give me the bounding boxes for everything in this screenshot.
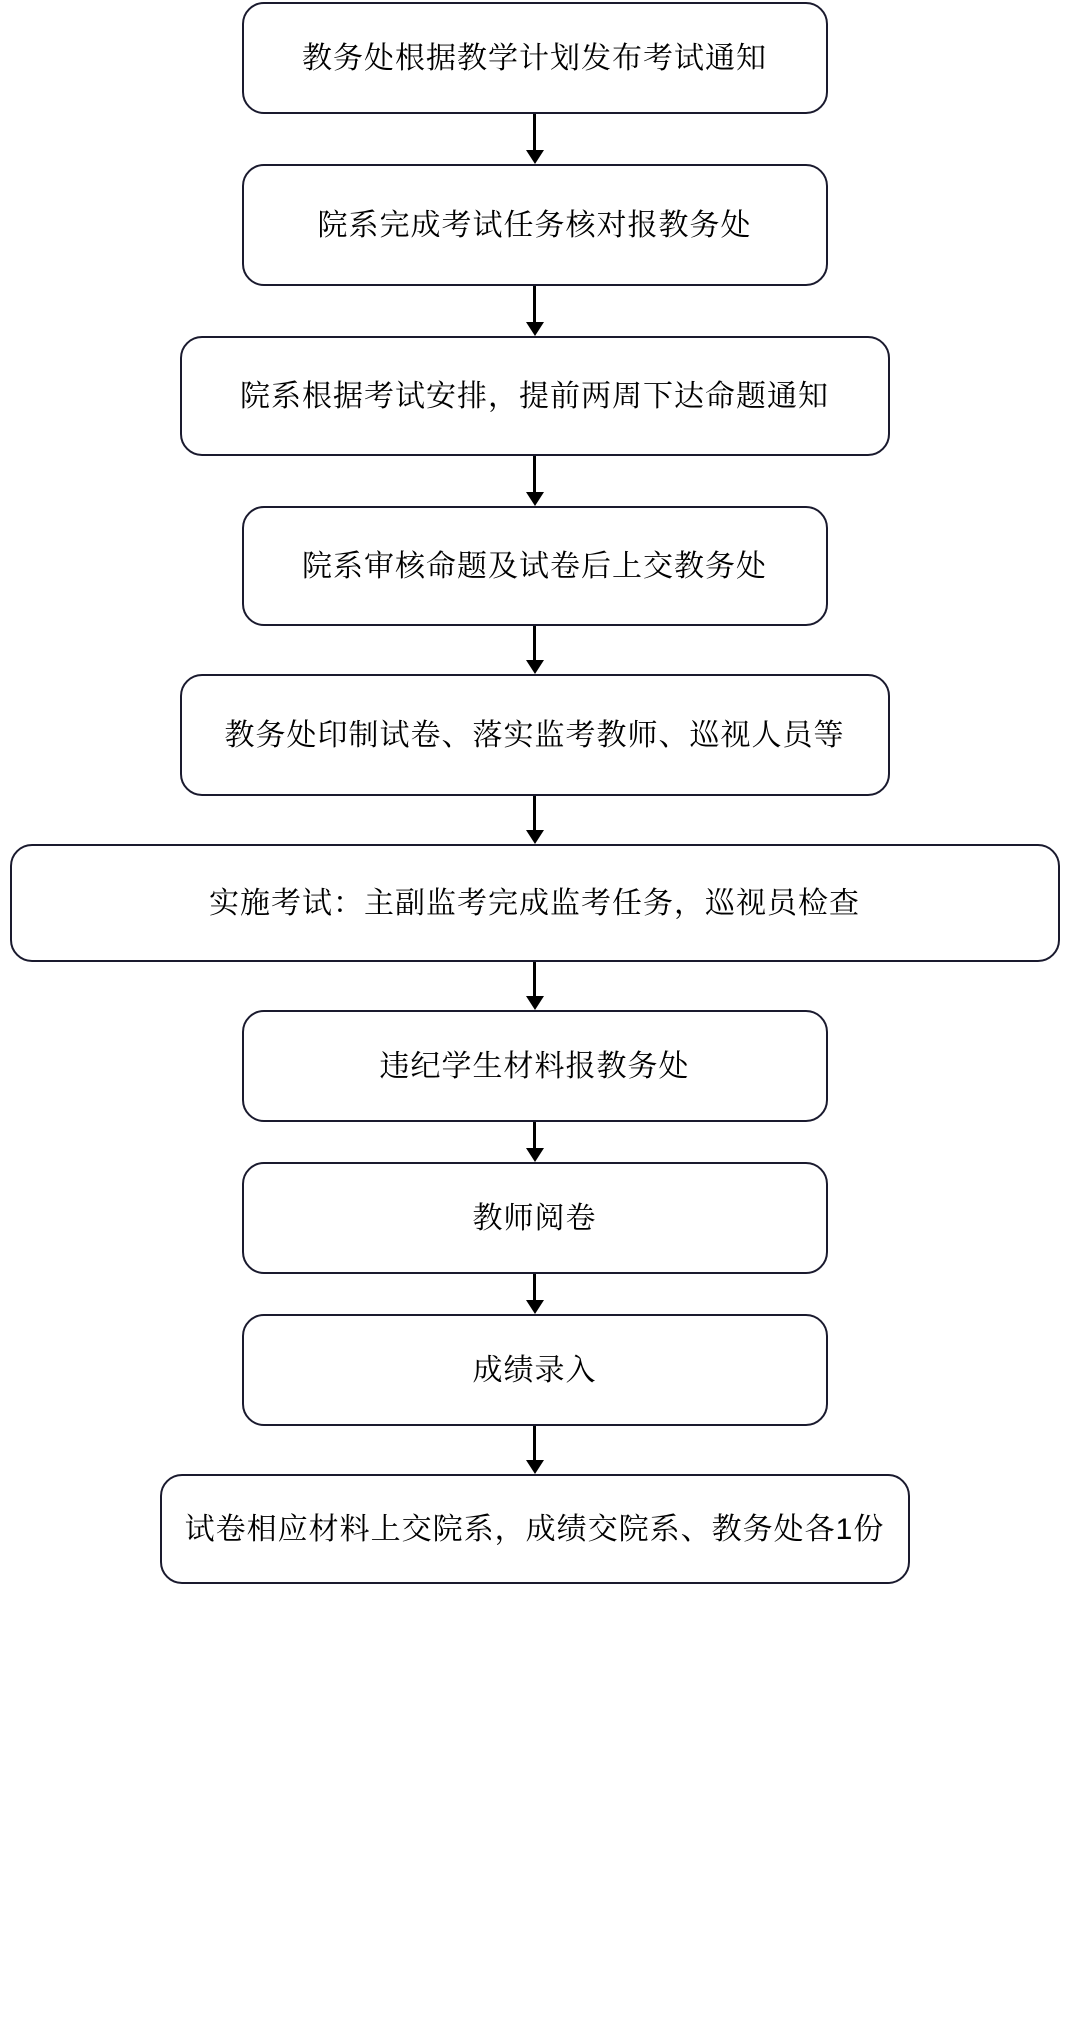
- flow-node-3: [180, 336, 890, 456]
- flow-node-label: 违纪学生材料报教务处: [379, 1049, 690, 1083]
- arrow-head-icon: [526, 322, 544, 336]
- arrow-head-icon: [526, 1300, 544, 1314]
- flow-node-label: 教师阅卷: [472, 1201, 597, 1235]
- arrow-head-icon: [526, 660, 544, 674]
- flow-arrow-7-8: [522, 1122, 548, 1162]
- flow-node-8: [242, 1162, 828, 1274]
- arrow-head-icon: [526, 1148, 544, 1162]
- flow-node-10: [160, 1474, 910, 1584]
- arrow-head-icon: [526, 996, 544, 1010]
- flow-node-6: [10, 844, 1060, 962]
- flow-node-9: [242, 1314, 828, 1426]
- arrow-shaft: [533, 1274, 536, 1301]
- flow-node-label: 院系完成考试任务核对报教务处: [317, 208, 752, 242]
- flow-node-label: 院系根据考试安排，提前两周下达命题通知: [240, 379, 829, 413]
- flow-node-5: [180, 674, 890, 796]
- arrow-shaft: [533, 1122, 536, 1149]
- arrow-head-icon: [526, 150, 544, 164]
- arrow-shaft: [533, 626, 536, 661]
- arrow-shaft: [533, 796, 536, 831]
- arrow-head-icon: [526, 492, 544, 506]
- flow-node-label: 院系审核命题及试卷后上交教务处: [302, 549, 767, 583]
- flow-arrow-9-10: [522, 1426, 548, 1474]
- flow-arrow-8-9: [522, 1274, 548, 1314]
- arrow-shaft: [533, 456, 536, 493]
- flow-arrow-1-2: [522, 114, 548, 164]
- flow-node-label: 试卷相应材料上交院系，成绩交院系、教务处各1份: [184, 1512, 885, 1546]
- arrow-shaft: [533, 1426, 536, 1461]
- arrow-shaft: [533, 962, 536, 997]
- flow-node-label: 成绩录入: [472, 1353, 597, 1387]
- flow-node-label: 教务处印制试卷、落实监考教师、巡视人员等: [224, 718, 845, 752]
- arrow-head-icon: [526, 1460, 544, 1474]
- flow-arrow-5-6: [522, 796, 548, 844]
- flow-node-2: [242, 164, 828, 286]
- flow-arrow-6-7: [522, 962, 548, 1010]
- flow-node-7: [242, 1010, 828, 1122]
- flow-node-4: [242, 506, 828, 626]
- arrow-head-icon: [526, 830, 544, 844]
- arrow-shaft: [533, 286, 536, 323]
- flow-node-label: 教务处根据教学计划发布考试通知: [302, 41, 767, 75]
- arrow-shaft: [533, 114, 536, 151]
- flow-node-1: [242, 2, 828, 114]
- flow-arrow-3-4: [522, 456, 548, 506]
- flow-arrow-4-5: [522, 626, 548, 674]
- flow-node-label: 实施考试：主副监考完成监考任务，巡视员检查: [209, 886, 860, 920]
- flow-arrow-2-3: [522, 286, 548, 336]
